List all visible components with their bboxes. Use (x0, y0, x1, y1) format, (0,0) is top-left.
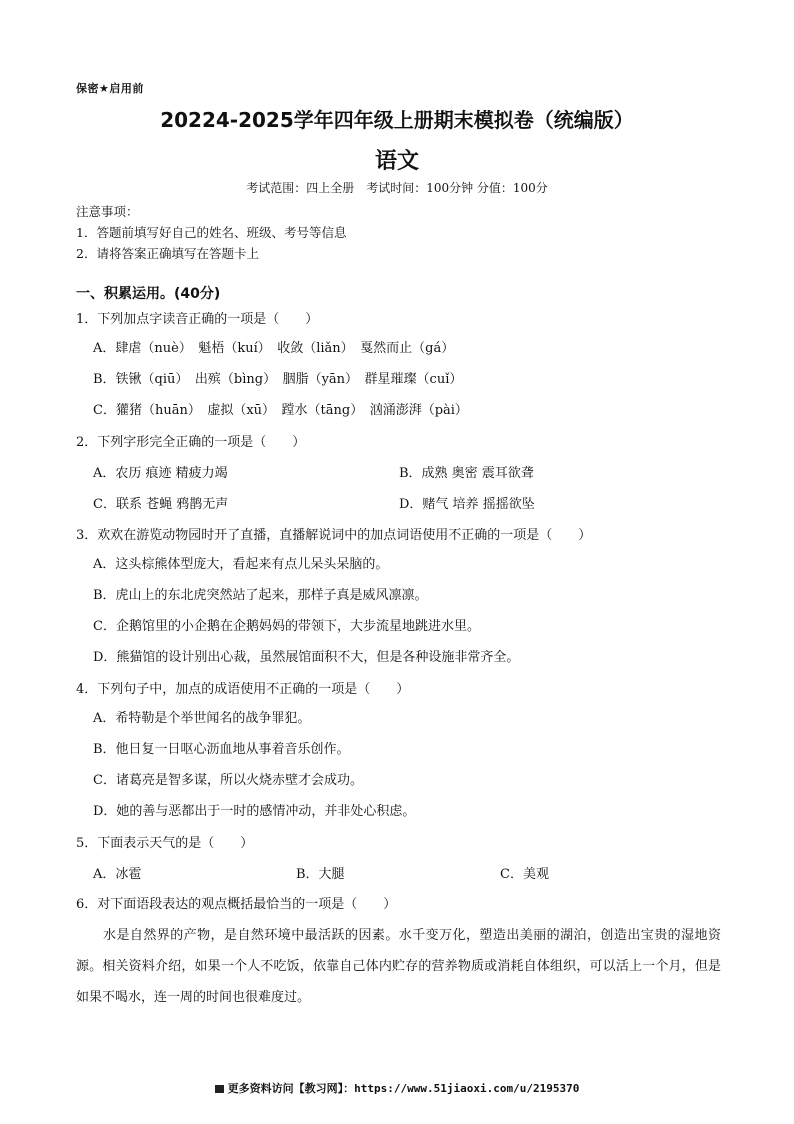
q2-option-b: B．成熟 奥密 震耳欲聋 (399, 466, 534, 481)
flag-icon (215, 1085, 224, 1093)
notes-item-2: 2．请将答案正确填写在答题卡上 (76, 246, 259, 261)
q2-option-a: A．农历 痕迹 精疲力竭 (93, 466, 228, 481)
subject-title: 语文 (374, 149, 419, 174)
q3-option-d: D．熊猫馆的设计别出心裁，虽然展馆面积不大，但是各种设施非常齐全。 (93, 650, 520, 665)
q4-option-d: D．她的善与恶都出于一时的感情冲动，并非处心积虑。 (93, 804, 416, 819)
exam-title: 20224-2025学年四年级上册期末模拟卷（统编版） (160, 108, 634, 132)
q5-option-a: A．冰雹 (93, 867, 142, 882)
q4-stem: 4．下列句子中，加点的成语使用不正确的一项是（ ） (76, 682, 410, 697)
footer-link[interactable] (0, 1080, 794, 1096)
q4-option-c: C．诸葛亮是智多谋，所以火烧赤壁才会成功。 (93, 773, 363, 788)
footer-text[interactable]: 更多资料访问【教习网】：https://www.51jiaoxi.com/u/2195370 (227, 1082, 580, 1095)
q4-option-b: B．他日复一日呕心沥血地从事着音乐创作。 (93, 742, 350, 757)
q3-option-c: C．企鹅馆里的小企鹅在企鹅妈妈的带领下，大步流星地跳进水里。 (93, 619, 480, 634)
q1-option-c: C．獾猪（huān） 虚拟（xū） 蹚水（tāng） 汹涌澎湃（pài） (93, 403, 468, 418)
q6-passage: 水是自然界的产物，是自然环境中最活跃的因素。水千变万化，塑造出美丽的湖泊，创造出宝贵的湿地资源。相关资料介绍，如果一个人不吃饭，依靠自己体内贮存的营养物质或消耗自体组织，可以活上一个月，但是如果不喝水，连一周的时间也很难度过。 (76, 928, 721, 1005)
notes (76, 201, 346, 264)
notes-heading: 注意事项： (76, 204, 139, 219)
q3-option-a: A．这头棕熊体型庞大，看起来有点儿呆头呆脑的。 (93, 557, 389, 572)
q1-option-a: A．肆虐（nuè） 魁梧（kuí） 收敛（liǎn） 戛然而止（gá） (93, 341, 455, 356)
q5-option-c: C．美观 (500, 867, 549, 882)
q5-stem: 5．下面表示天气的是（ ） (76, 836, 254, 851)
notes-item-1: 1．答题前填写好自己的姓名、班级、考号等信息 (76, 225, 347, 240)
q4-option-a: A．希特勒是个举世闻名的战争罪犯。 (93, 711, 311, 726)
q1-stem: 1．下列加点字读音正确的一项是（ ） (76, 312, 319, 327)
q1-option-b: B．铁锹（qiū） 出殡（bìng） 胭脂（yān） 群星璀璨（cuǐ） (93, 372, 463, 387)
q2-option-d: D．赌气 培养 摇摇欲坠 (399, 497, 535, 512)
secret-mark: 保密★启用前 (76, 82, 144, 95)
section-title: 一、积累运用。(40分) (76, 286, 221, 302)
q2-stem: 2．下列字形完全正确的一项是（ ） (76, 435, 306, 450)
exam-info: 考试范围：四上全册 考试时间：100分钟 分值：100分 (246, 181, 548, 195)
q2-option-c: C．联系 苍蝇 鸦鹊无声 (93, 497, 229, 512)
q3-option-b: B．虎山上的东北虎突然站了起来，那样子真是威风凛凛。 (93, 588, 428, 603)
q5-option-b: B．大腿 (296, 867, 345, 882)
q6-stem: 6．对下面语段表达的观点概括最恰当的一项是（ ） (76, 897, 397, 912)
q3-stem: 3．欢欢在游览动物园时开了直播，直播解说词中的加点词语使用不正确的一项是（ ） (76, 528, 592, 543)
